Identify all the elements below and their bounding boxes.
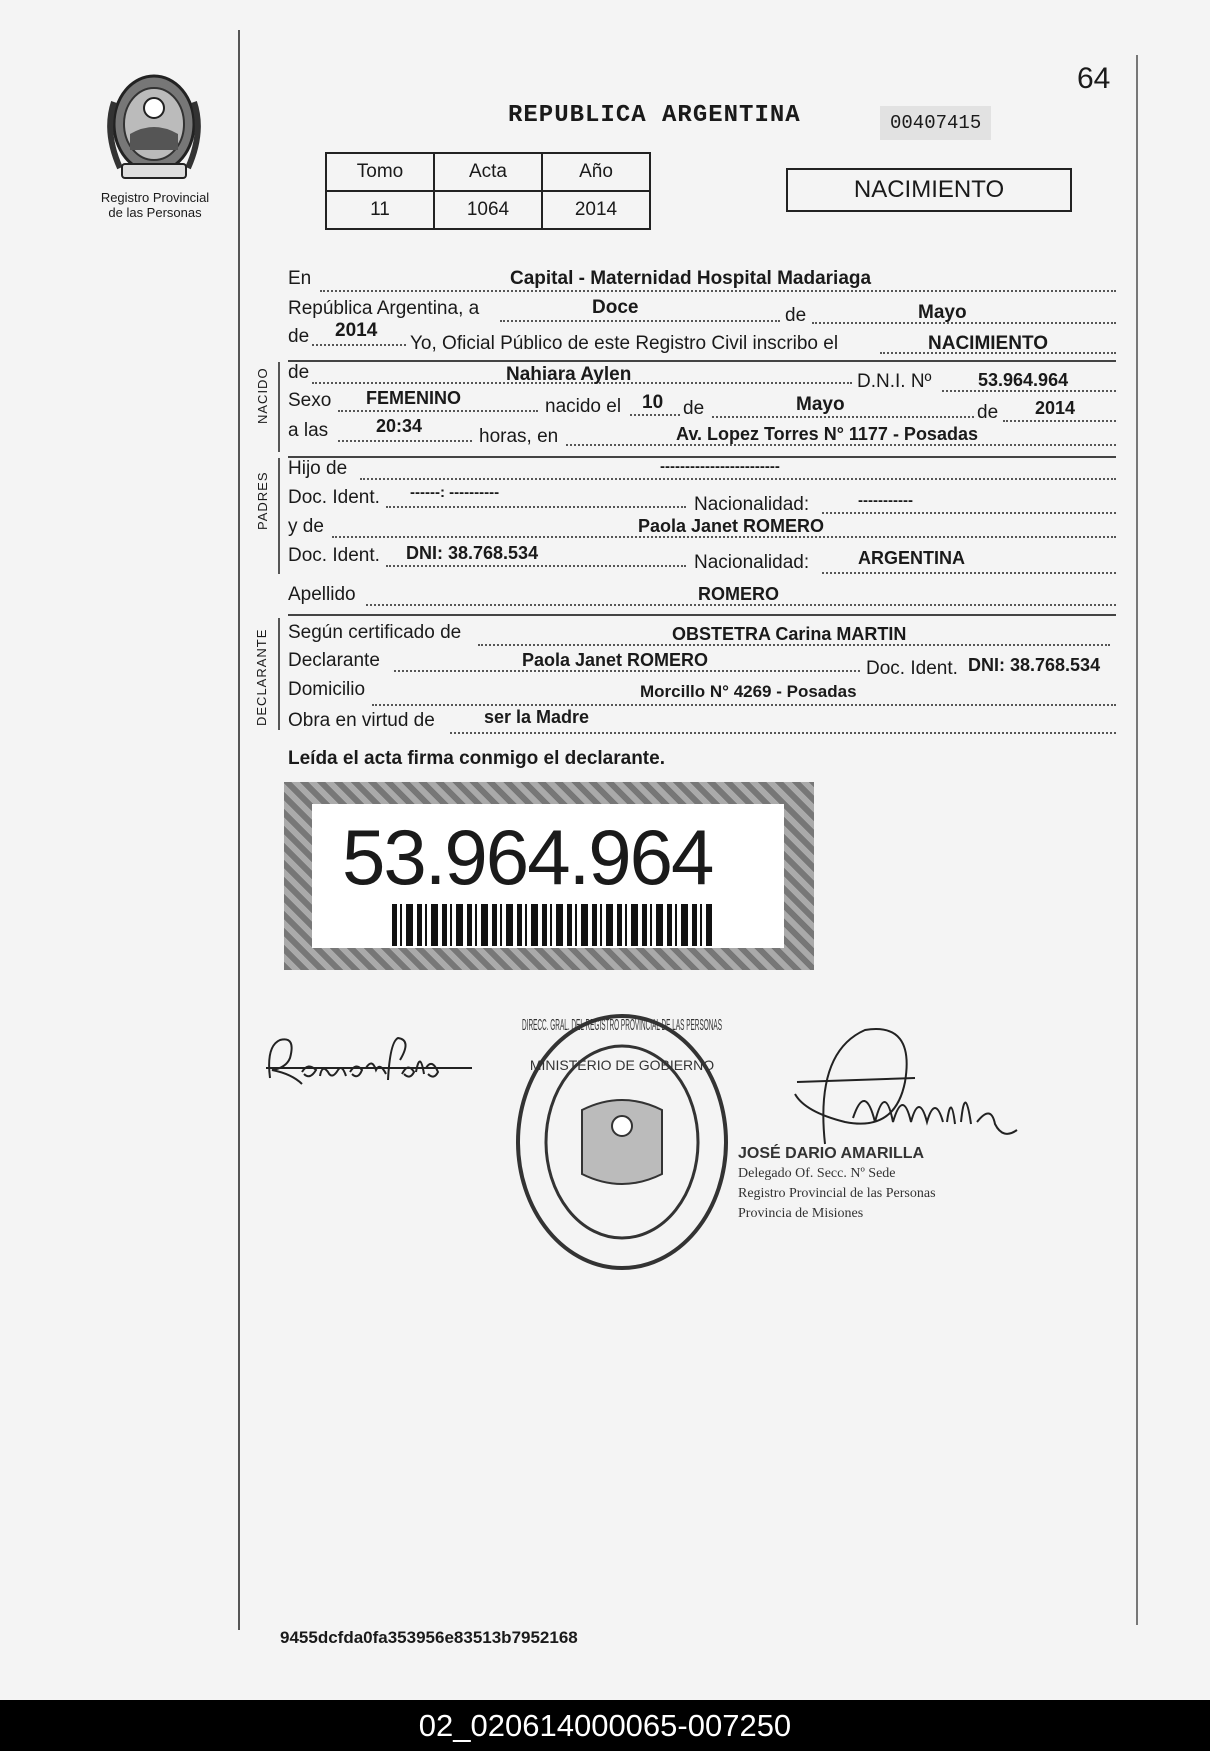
value-nombre: Nahiara Aylen: [506, 364, 632, 385]
label-de-nombre: de: [288, 362, 310, 383]
label-nacionalidad: Nacionalidad:: [694, 494, 810, 515]
provincial-seal-icon: [100, 72, 208, 184]
label-a-las: a las: [288, 420, 329, 441]
label-hijo-de: Hijo de: [288, 458, 348, 479]
dotted-line: [822, 572, 1116, 574]
official-signature-icon: [795, 1022, 1035, 1162]
dotted-line: [312, 344, 406, 346]
value-padre-nac: -----------: [858, 492, 913, 509]
value-mes-nac: Mayo: [796, 394, 845, 415]
label-y-de: y de: [288, 516, 324, 537]
value-apellido: ROMERO: [698, 584, 779, 604]
value-domicilio: Morcillo N° 4269 - Posadas: [640, 682, 857, 701]
right-margin-line: [1136, 55, 1138, 1625]
dotted-line: [386, 565, 686, 567]
label-republica-a: República Argentina, a: [288, 298, 480, 319]
side-label-nacido: NACIDO: [255, 367, 270, 424]
side-bar: [278, 458, 280, 574]
official-stamp-icon: [512, 1010, 732, 1274]
document-hash: 9455dcfda0fa353956e83513b7952168: [280, 1628, 578, 1647]
tomo-value: 11: [326, 191, 434, 229]
file-id-footer: 02_020614000065-007250: [0, 1700, 1210, 1751]
value-declarante: Paola Janet ROMERO: [522, 650, 709, 670]
label-doc-ident-2: Doc. Ident.: [288, 545, 380, 566]
acta-header: Acta: [434, 153, 542, 191]
label-doc-ident: Doc. Ident.: [288, 487, 380, 508]
side-bar: [278, 362, 280, 452]
label-doc-ident-3: Doc. Ident.: [866, 658, 958, 679]
label-de-2: de: [288, 326, 310, 347]
label-obra-virtud: Obra en virtud de: [288, 710, 435, 731]
sticker-dni-number: 53.964.964: [342, 813, 713, 901]
value-anio-nac: 2014: [1035, 398, 1076, 418]
label-yo-oficial: Yo, Oficial Público de este Registro Civil inscribo el: [410, 333, 839, 354]
dotted-line: [338, 410, 538, 412]
value-dia-nac: 10: [642, 392, 664, 413]
barcode-icon: [392, 904, 712, 946]
side-label-declarante: DECLARANTE: [254, 628, 269, 726]
label-de: de: [785, 305, 807, 326]
value-hora: 20:34: [376, 416, 423, 436]
dotted-line: [712, 416, 974, 418]
dotted-line: [386, 506, 686, 508]
document-type-box: NACIMIENTO: [786, 168, 1072, 212]
label-nacido-el: nacido el: [545, 396, 622, 417]
dotted-line: [822, 512, 1116, 514]
value-lugar-nac: Av. Lopez Torres N° 1177 - Posadas: [676, 424, 978, 444]
dotted-line: [372, 704, 1116, 706]
dni-sticker-label: [312, 804, 784, 948]
acta-value: 1064: [434, 191, 542, 229]
value-declarante-doc: DNI: 38.768.534: [968, 655, 1101, 675]
dotted-line: [450, 732, 1116, 734]
page-number: 64: [1077, 62, 1111, 95]
value-madre-doc: DNI: 38.768.534: [406, 543, 539, 563]
label-declarante: Declarante: [288, 650, 380, 671]
label-apellido: Apellido: [288, 584, 356, 605]
serial-number: 00407415: [880, 106, 991, 140]
value-certificado: OBSTETRA Carina MARTIN: [672, 624, 907, 644]
label-de-anio: de: [977, 402, 999, 423]
label-segun-cert: Según certificado de: [288, 622, 462, 643]
label-de-mes: de: [683, 398, 705, 419]
dotted-line: [360, 478, 1116, 480]
official-role: Delegado Of. Secc. Nº Sede: [738, 1166, 896, 1181]
registry-label: Registro Provincial de las Personas: [100, 190, 210, 220]
dotted-line: [338, 440, 472, 442]
official-block: [738, 1144, 936, 1224]
value-padre: ------------------------: [660, 458, 780, 475]
official-province: Provincia de Misiones: [738, 1206, 864, 1221]
section-divider: [288, 360, 1116, 362]
stamp-ring-text: DIRECC. GRAL. DEL REGISTRO PROVINCIAL DE LAS PERSONAS: [522, 1017, 722, 1034]
label-en: En: [288, 268, 312, 289]
dotted-line: [1003, 420, 1116, 422]
value-mes: Mayo: [918, 302, 967, 323]
value-sexo: FEMENINO: [366, 388, 462, 408]
value-virtud: ser la Madre: [484, 707, 590, 727]
declarant-signature-icon: [262, 1028, 482, 1098]
left-margin-line: [238, 30, 240, 1630]
anio-value: 2014: [542, 191, 650, 229]
section-divider: [288, 614, 1116, 616]
label-dni: D.N.I. Nº: [857, 371, 932, 392]
stamp-inner-text: MINISTERIO DE GOBIERNO: [529, 1057, 715, 1073]
closing-statement: Leída el acta firma conmigo el declarante.: [288, 748, 665, 769]
dotted-line: [630, 414, 680, 416]
official-org: Registro Provincial de las Personas: [738, 1186, 936, 1201]
dni-sticker: [284, 782, 814, 970]
value-acto: NACIMIENTO: [928, 333, 1048, 354]
label-horas-en: horas, en: [479, 426, 559, 447]
tomo-header: Tomo: [326, 153, 434, 191]
tomo-acta-table: [325, 152, 651, 230]
dotted-line: [500, 320, 780, 322]
document-title: REPUBLICA ARGENTINA: [508, 102, 801, 129]
label-sexo: Sexo: [288, 390, 332, 411]
label-domicilio: Domicilio: [288, 679, 366, 700]
side-bar: [278, 618, 280, 730]
value-padre-doc: ------: ----------: [410, 484, 500, 501]
anio-header: Año: [542, 153, 650, 191]
value-dia-letras: Doce: [592, 297, 639, 318]
dotted-line: [320, 290, 1116, 292]
value-anio: 2014: [335, 320, 378, 341]
value-lugar: Capital - Maternidad Hospital Madariaga: [510, 268, 872, 289]
value-madre-nac: ARGENTINA: [858, 548, 965, 568]
value-madre: Paola Janet ROMERO: [638, 516, 825, 536]
official-name: JOSÉ DARIO AMARILLA: [738, 1145, 925, 1162]
side-label-padres: PADRES: [255, 471, 270, 530]
value-dni: 53.964.964: [978, 370, 1069, 390]
label-nacionalidad-2: Nacionalidad:: [694, 552, 810, 573]
